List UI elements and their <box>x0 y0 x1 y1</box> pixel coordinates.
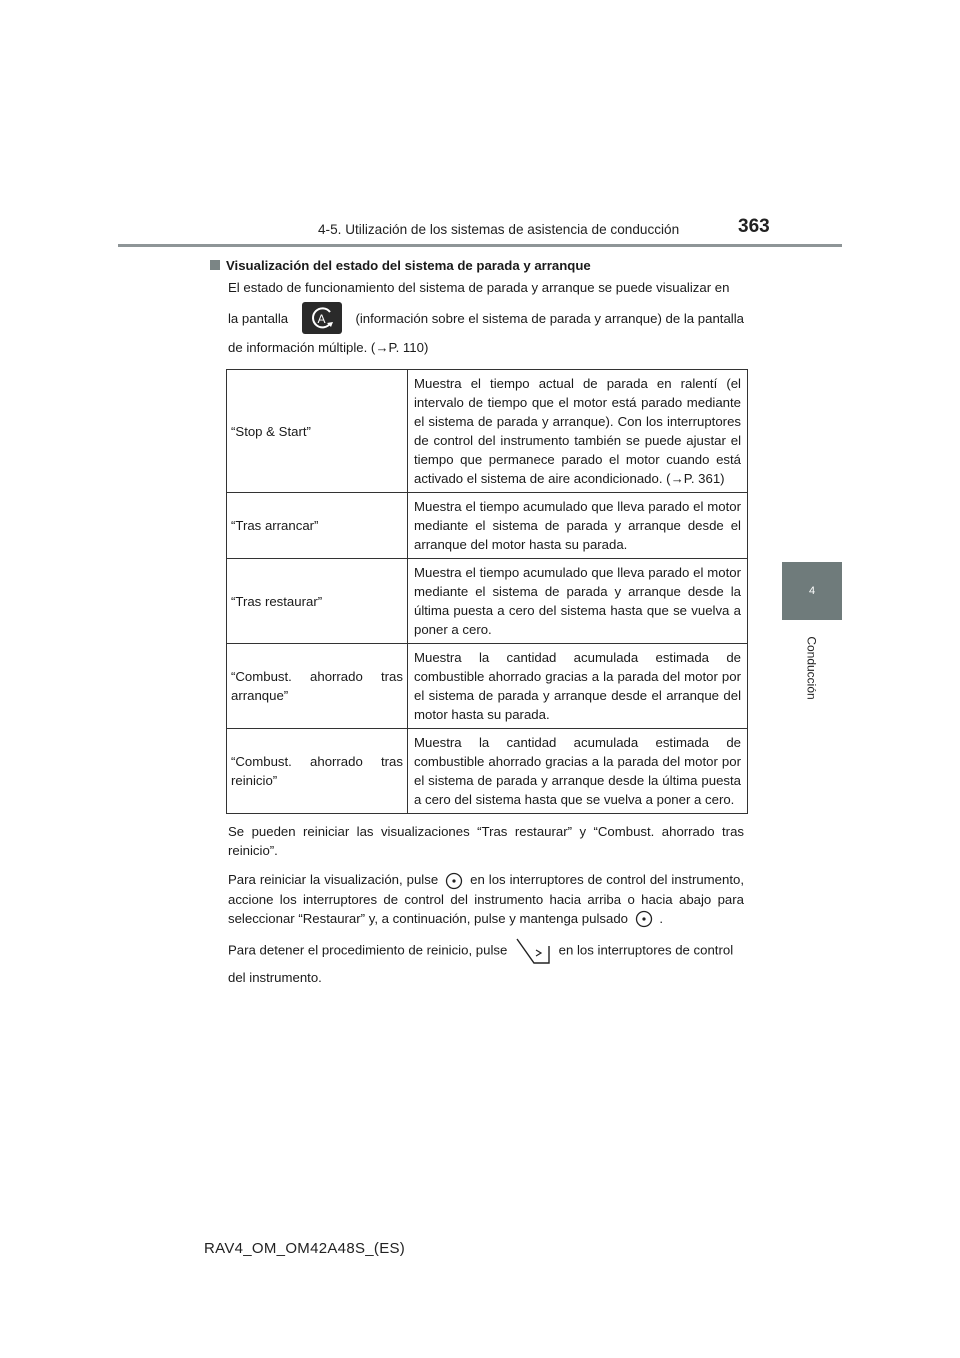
stop-start-a-symbol-icon <box>308 305 336 331</box>
table-description-cell: Muestra la cantidad acumulada estimada de combustible ahorrado gracias a la parada del motor por el sistema de parada y arranque desde la última puesta a cero del sistema hasta que se vuelva a poner a cero. <box>408 729 748 814</box>
main-content <box>228 256 744 990</box>
section-title: 4-5. Utilización de los sistemas de asistencia de conducción <box>318 222 680 237</box>
stop-start-info-table <box>226 369 748 814</box>
cancel-procedure <box>228 936 744 990</box>
cancel-procedure-text-3: del instrumento. <box>228 970 322 986</box>
table-row <box>227 729 748 814</box>
cancel-procedure-text-1: Para detener el procedimiento de reinicio, pulse <box>228 942 508 958</box>
section-heading-text: Visualización del estado del sistema de parada y arranque <box>226 258 591 273</box>
table-label-cell: “Tras restaurar” <box>227 559 408 644</box>
chapter-label: Conducción <box>805 636 819 700</box>
cancel-procedure-text-2: en los interruptores de control <box>558 942 734 958</box>
intro-text-after-icon: (información sobre el sistema de parada y arranque) de la pantalla <box>355 310 744 326</box>
page-number: 363 <box>738 216 770 237</box>
table-label-cell: “Combust. ahorrado tras reinicio” <box>227 729 408 814</box>
document-code: RAV4_OM_OM42A48S_(ES) <box>204 1240 406 1257</box>
reset-note: Se pueden reiniciar las visualizaciones “Tras restaurar” y “Combust. ahorrado tras reinicio”. <box>228 824 744 858</box>
table-description-cell: Muestra el tiempo actual de parada en ralentí (el intervalo de tiempo que el motor está parado mediante el sistema de parada y arranque). Con los interruptores de control del instrumento también se puede ajustar el tiempo que permanece parado el motor cuando está activado el sistema de aire acondicionado. (→P. 361) <box>408 370 748 493</box>
table-description-cell: Muestra el tiempo acumulado que lleva parado el motor mediante el sistema de parada y arranque desde la última puesta a cero del sistema hasta que se vuelva a poner a cero. <box>408 559 748 644</box>
reset-procedure <box>228 870 744 928</box>
table-label-cell: “Tras arrancar” <box>227 493 408 559</box>
table-description-cell: Muestra el tiempo acumulado que lleva parado el motor mediante el sistema de parada y arranque desde el arranque del motor hasta su parada. <box>408 493 748 559</box>
intro-paragraph-line3: de información múltiple. (→P. 110) <box>228 340 429 355</box>
stop-start-info-display-icon <box>302 302 342 334</box>
table-row <box>227 644 748 729</box>
table-description-cell: Muestra la cantidad acumulada estimada de combustible ahorrado gracias a la parada del motor por el sistema de parada y arranque desde el arranque del motor hasta su parada. <box>408 644 748 729</box>
heading-square-icon <box>210 260 220 270</box>
reset-procedure-text-3: . <box>659 910 664 926</box>
intro-paragraph-line1: El estado de funcionamiento del sistema de parada y arranque se puede visualizar en <box>228 280 730 295</box>
table-label-cell: “Stop & Start” <box>227 370 408 493</box>
header-divider <box>118 244 842 247</box>
ok-button-icon <box>635 910 653 928</box>
intro-text-before-icon: la pantalla <box>228 310 289 326</box>
reset-procedure-text-2: en los interruptores de control del instrumento, accione los interruptores de control del instrumento hacia arriba o hacia abajo para seleccionar “Restaurar” y, a continuación, pulse y mantenga pulsado <box>228 872 744 926</box>
reset-procedure-text-1: Para reiniciar la visualización, pulse <box>228 872 439 887</box>
ok-button-icon <box>445 872 463 890</box>
section-heading <box>210 256 744 275</box>
table-row <box>227 493 748 559</box>
table-row <box>227 370 748 493</box>
intro-paragraph-line2 <box>228 302 744 334</box>
chapter-tab[interactable] <box>782 562 842 620</box>
svg-text:A: A <box>317 312 326 326</box>
chapter-number: 4 <box>808 585 816 597</box>
table-label-cell: “Combust. ahorrado tras arranque” <box>227 644 408 729</box>
table-row <box>227 559 748 644</box>
chapter-side-label <box>782 628 842 708</box>
back-button-icon <box>514 936 552 966</box>
